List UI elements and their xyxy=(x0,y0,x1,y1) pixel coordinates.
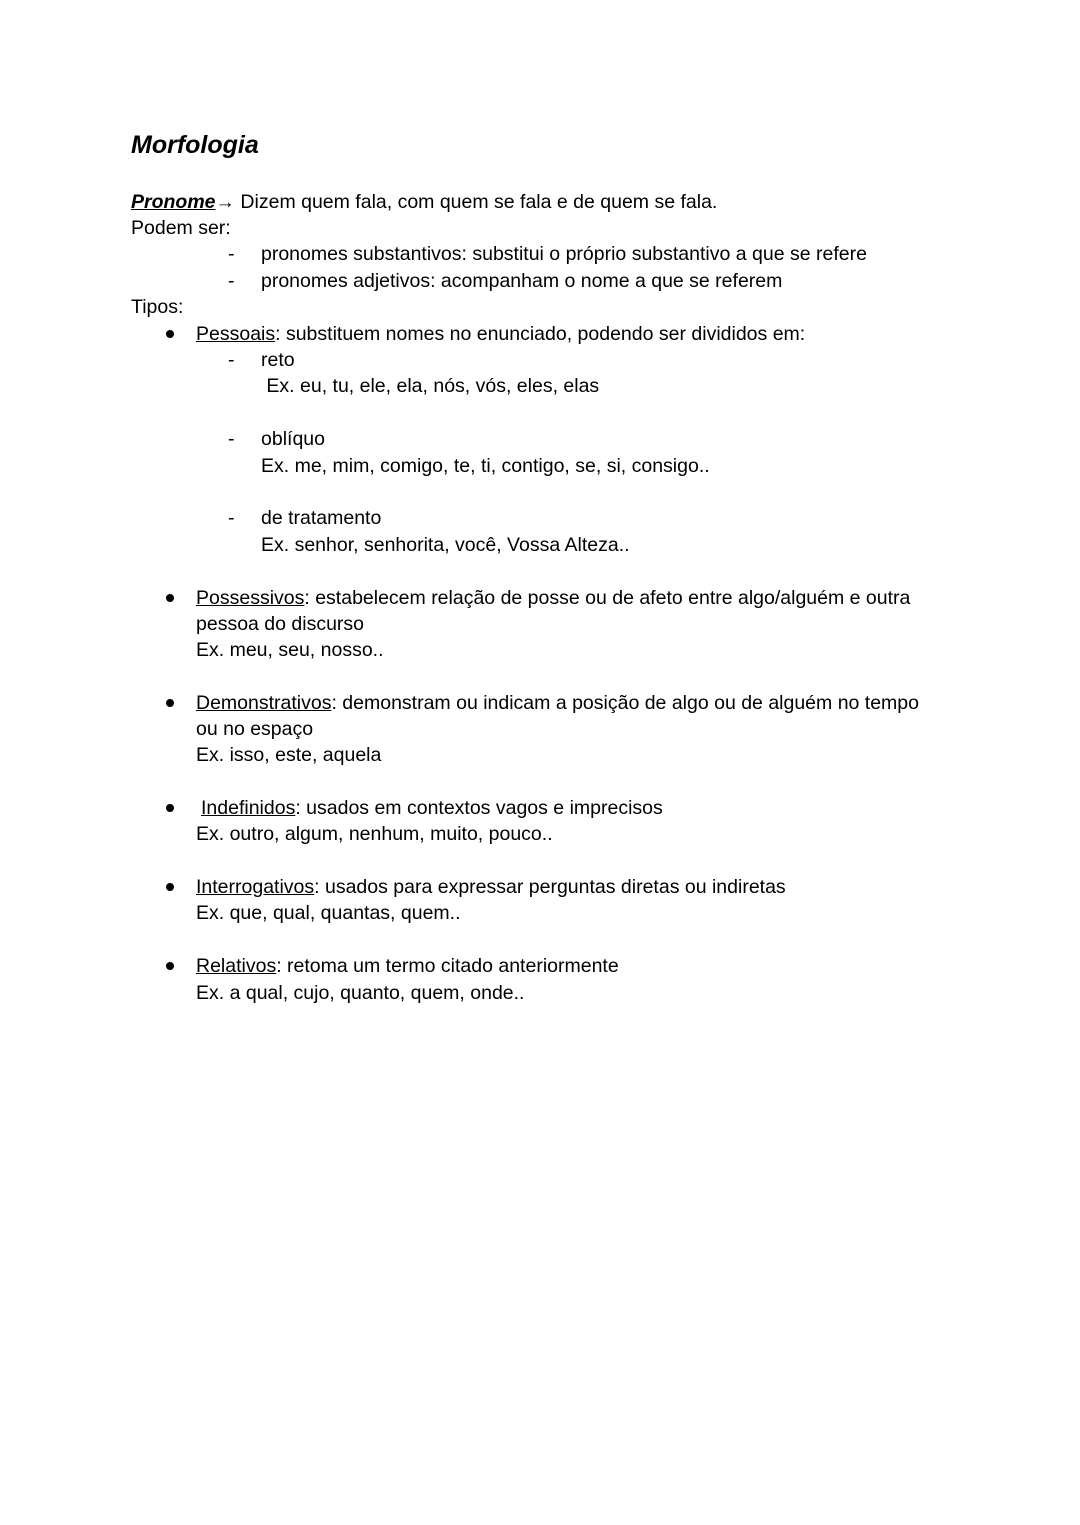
subtype-label: de tratamento xyxy=(261,507,382,529)
tipo-indefinidos xyxy=(201,795,663,821)
tipo-example: Ex. outro, algum, nenhum, muito, pouco.. xyxy=(196,823,553,845)
arrow-icon: → xyxy=(215,191,236,213)
tipo-description: : demonstram ou indicam a posição de algo ou de alguém no tempo xyxy=(331,692,919,714)
subtype-example: Ex. eu, tu, ele, ela, nós, vós, eles, elas xyxy=(261,375,600,397)
tipo-possessivos xyxy=(196,585,910,611)
tipo-example: Ex. meu, seu, nosso.. xyxy=(196,639,384,661)
tipo-pessoais xyxy=(196,321,805,347)
tipo-term: Pessoais xyxy=(196,323,276,345)
podem-ser-item: pronomes adjetivos: acompanham o nome a que se referem xyxy=(261,270,783,292)
pronome-definition xyxy=(131,189,717,215)
dash-icon: - xyxy=(228,243,235,265)
bullet-icon xyxy=(166,883,174,891)
pronome-definition-text: Dizem quem fala, com quem se fala e de quem se fala. xyxy=(235,191,718,213)
tipo-term: Interrogativos xyxy=(196,876,315,898)
tipo-term: Indefinidos xyxy=(201,797,296,819)
podem-ser-item: pronomes substantivos: substitui o próprio substantivo a que se refere xyxy=(261,243,867,265)
tipo-relativos xyxy=(196,953,619,979)
pronome-term: Pronome xyxy=(131,191,216,213)
dash-icon: - xyxy=(228,507,235,529)
subtype-label: reto xyxy=(261,349,295,371)
tipo-example: Ex. que, qual, quantas, quem.. xyxy=(196,902,461,924)
tipo-description-cont: pessoa do discurso xyxy=(196,613,365,635)
tipos-label: Tipos: xyxy=(131,296,184,318)
tipo-term: Demonstrativos xyxy=(196,692,332,714)
tipo-term: Relativos xyxy=(196,955,277,977)
bullet-icon xyxy=(166,594,174,602)
subtype-label: oblíquo xyxy=(261,428,325,450)
tipo-term: Possessivos xyxy=(196,587,305,609)
subtype-example: Ex. me, mim, comigo, te, ti, contigo, se, si, consigo.. xyxy=(261,455,710,477)
tipo-description: : retoma um termo citado anteriormente xyxy=(276,955,619,977)
tipo-example: Ex. isso, este, aquela xyxy=(196,744,382,766)
tipo-description: : usados em contextos vagos e imprecisos xyxy=(295,797,663,819)
bullet-icon xyxy=(166,699,174,707)
page-title: Morfologia xyxy=(131,131,259,159)
tipo-description: : estabelecem relação de posse ou de afeto entre algo/alguém e outra xyxy=(304,587,911,609)
tipo-interrogativos xyxy=(196,874,786,900)
tipo-demonstrativos xyxy=(196,690,919,716)
subtype-example: Ex. senhor, senhorita, você, Vossa Alteza.. xyxy=(261,534,630,556)
dash-icon: - xyxy=(228,349,235,371)
podem-ser-label: Podem ser: xyxy=(131,217,231,239)
tipo-description: : usados para expressar perguntas diretas ou indiretas xyxy=(314,876,786,898)
dash-icon: - xyxy=(228,270,235,292)
tipo-description: : substituem nomes no enunciado, podendo ser divididos em: xyxy=(275,323,806,345)
tipo-description-cont: ou no espaço xyxy=(196,718,314,740)
bullet-icon xyxy=(166,330,174,338)
dash-icon: - xyxy=(228,428,235,450)
bullet-icon xyxy=(166,962,174,970)
tipo-example: Ex. a qual, cujo, quanto, quem, onde.. xyxy=(196,982,525,1004)
bullet-icon xyxy=(166,804,174,812)
